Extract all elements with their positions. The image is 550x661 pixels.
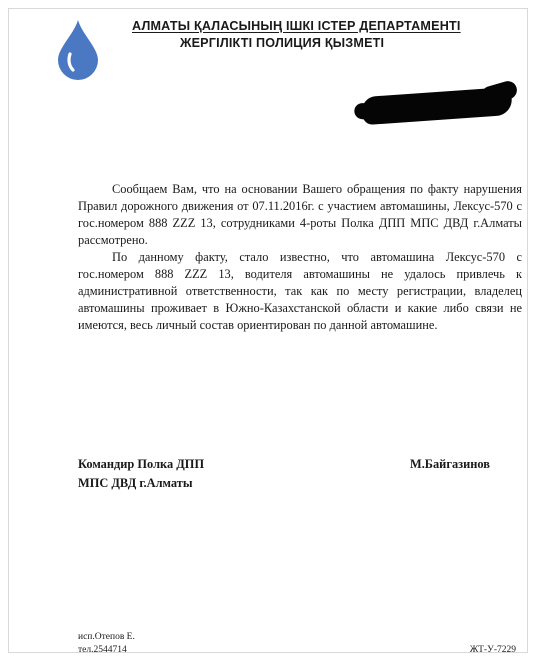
body-paragraph-1: Сообщаем Вам, что на основании Вашего обращения по факту нарушения Правил дорожного движения от 07.11.2016г. с участием автомашины, Лексус-570 с гос.номером 888 ZZZ 13, сотрудниками 4-роты Полка ДПП МПС ДВД г.Алматы рассмотрено. <box>78 182 522 247</box>
document-code: ЖТ-У-7229 <box>469 645 516 655</box>
letterhead-service: ЖЕРГІЛІКТІ ПОЛИЦИЯ ҚЫЗМЕТІ <box>180 36 385 50</box>
body-paragraph-2: По данному факту, стало известно, что автомашина Лексус-570 с гос.номером 888 ZZZ 13, водителя автомашины не удалось привлечь к административной ответственности, так как по месту регистрации, владелец автомашины проживает в Южно-Казахстанской области и какие либо связи не имеются, весь личный состав ориентирован по данной автомашине. <box>78 250 522 332</box>
signatory-title-line-2: МПС ДВД г.Алматы <box>78 476 193 490</box>
signatory-title <box>78 455 204 493</box>
executor-name: исп.Отепов Е. <box>78 632 135 642</box>
water-drop-icon <box>56 18 100 80</box>
executor-info <box>78 631 135 657</box>
signatory-name: М.Байгазинов <box>410 457 490 471</box>
letterhead <box>132 18 512 52</box>
signatory-title-line-1: Командир Полка ДПП <box>78 457 205 471</box>
letter-body <box>78 181 522 334</box>
letterhead-department: АЛМАТЫ ҚАЛАСЫНЫҢ ІШКІ ІСТЕР ДЕПАРТАМЕНТІ <box>132 19 461 33</box>
executor-phone: тел.2544714 <box>78 645 127 655</box>
